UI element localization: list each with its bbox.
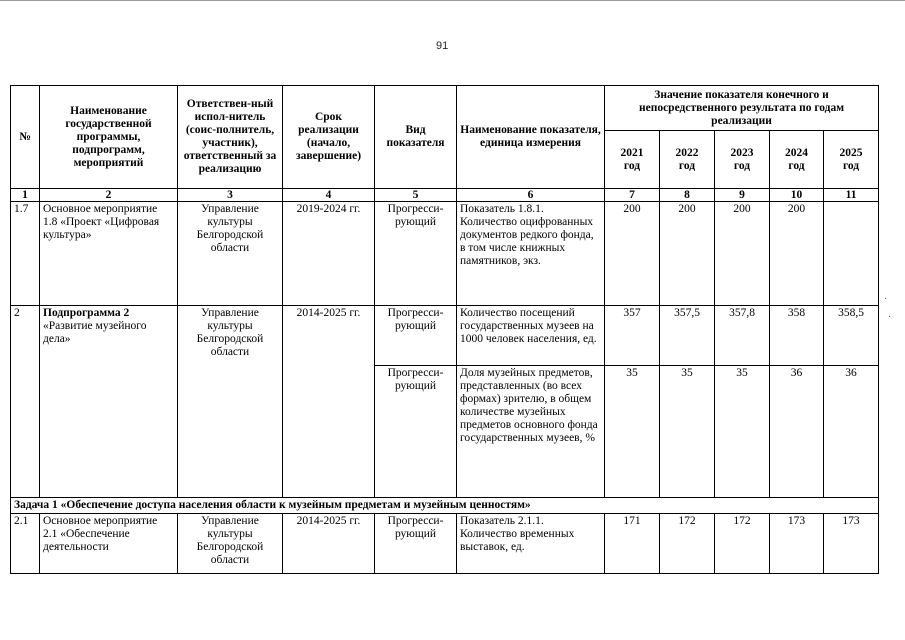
- col-number: 5: [375, 189, 457, 202]
- col-number: 8: [660, 189, 715, 202]
- header-name: Наименование государственной программы, подпрограмм, мероприятий: [40, 86, 178, 189]
- row-value: 35: [715, 366, 770, 498]
- header-year: 2025 год: [824, 131, 879, 189]
- col-number: 11: [824, 189, 879, 202]
- row-name: Основное мероприятие 2.1 «Обеспечение деятельности: [40, 514, 178, 574]
- row-value: 358: [770, 306, 824, 366]
- row-value: 172: [715, 514, 770, 574]
- row-responsible: Управление культуры Белгородской области: [178, 306, 283, 498]
- row-no: 2: [11, 306, 40, 498]
- row-indicator: Доля музейных предметов, представленных (во всех формах) зрителю, в общем количестве музейных предметов основного фонда государственных музеев, %: [457, 366, 605, 498]
- row-term: 2014-2025 гг.: [283, 306, 375, 498]
- header-responsible: Ответствен-ный испол-нитель (соис-полнитель, участник), ответственный за реализацию: [178, 86, 283, 189]
- task-row: [11, 498, 879, 514]
- row-value: [824, 202, 879, 306]
- row-value: 36: [824, 366, 879, 498]
- col-number: 4: [283, 189, 375, 202]
- header-term: Срок реализации (начало, завершение): [283, 86, 375, 189]
- row-type: Прогресси-рующий: [375, 514, 457, 574]
- row-value: 357,8: [715, 306, 770, 366]
- col-number: 6: [457, 189, 605, 202]
- row-value: 173: [824, 514, 879, 574]
- task-title: Задача 1 «Обеспечение доступа населения области к музейным предметам и музейным ценностям»: [11, 498, 879, 514]
- row-type: Прогресси-рующий: [375, 202, 457, 306]
- col-number: 10: [770, 189, 824, 202]
- row-type: Прогресси-рующий: [375, 366, 457, 498]
- row-type: Прогресси-рующий: [375, 306, 457, 366]
- row-indicator: Показатель 2.1.1. Количество временных выставок, ед.: [457, 514, 605, 574]
- col-number: 3: [178, 189, 283, 202]
- subprogram-title: Подпрограмма 2: [43, 307, 130, 319]
- row-value: 172: [660, 514, 715, 574]
- row-value: 200: [715, 202, 770, 306]
- header-indicator: Наименование показателя, единица измерения: [457, 86, 605, 189]
- col-number: 9: [715, 189, 770, 202]
- header-year: 2022 год: [660, 131, 715, 189]
- row-name: [40, 306, 178, 498]
- top-edge-line: [0, 0, 905, 1]
- row-term: 2019-2024 гг.: [283, 202, 375, 306]
- table-row: [11, 514, 879, 574]
- scan-artifact-mark: ·: [884, 294, 888, 305]
- page-number: 91: [436, 40, 449, 52]
- header-values: Значение показателя конечного и непосредственного результата по годам реализации: [605, 86, 879, 131]
- row-name: Основное мероприятие 1.8 «Проект «Цифровая культура»: [40, 202, 178, 306]
- row-value: 200: [660, 202, 715, 306]
- row-value: 200: [770, 202, 824, 306]
- header-no: №: [11, 86, 40, 189]
- col-number: 1: [11, 189, 40, 202]
- row-value: 200: [605, 202, 660, 306]
- header-row: [11, 86, 879, 131]
- row-no: 2.1: [11, 514, 40, 574]
- row-value: 35: [660, 366, 715, 498]
- row-value: 173: [770, 514, 824, 574]
- row-responsible: Управление культуры Белгородской области: [178, 514, 283, 574]
- col-number: 7: [605, 189, 660, 202]
- row-value: 357,5: [660, 306, 715, 366]
- row-no: 1.7: [11, 202, 40, 306]
- row-value: 35: [605, 366, 660, 498]
- header-year: 2024 год: [770, 131, 824, 189]
- header-year: 2023 год: [715, 131, 770, 189]
- indicators-table: [10, 85, 879, 574]
- row-indicator: Показатель 1.8.1. Количество оцифрованных документов редкого фонда, в том числе книжных памятников, экз.: [457, 202, 605, 306]
- header-year: 2021 год: [605, 131, 660, 189]
- row-value: 171: [605, 514, 660, 574]
- row-value: 358,5: [824, 306, 879, 366]
- row-value: 357: [605, 306, 660, 366]
- row-indicator: Количество посещений государственных музеев на 1000 человек населения, ед.: [457, 306, 605, 366]
- column-numbers-row: [11, 189, 879, 202]
- scan-artifact-mark: ·: [888, 312, 892, 323]
- row-term: 2014-2025 гг.: [283, 514, 375, 574]
- row-value: 36: [770, 366, 824, 498]
- col-number: 2: [40, 189, 178, 202]
- row-responsible: Управление культуры Белгородской области: [178, 202, 283, 306]
- table-row: [11, 306, 879, 366]
- subprogram-subtitle: «Развитие музейного дела»: [43, 320, 147, 345]
- table-row: [11, 202, 879, 306]
- header-type: Вид показателя: [375, 86, 457, 189]
